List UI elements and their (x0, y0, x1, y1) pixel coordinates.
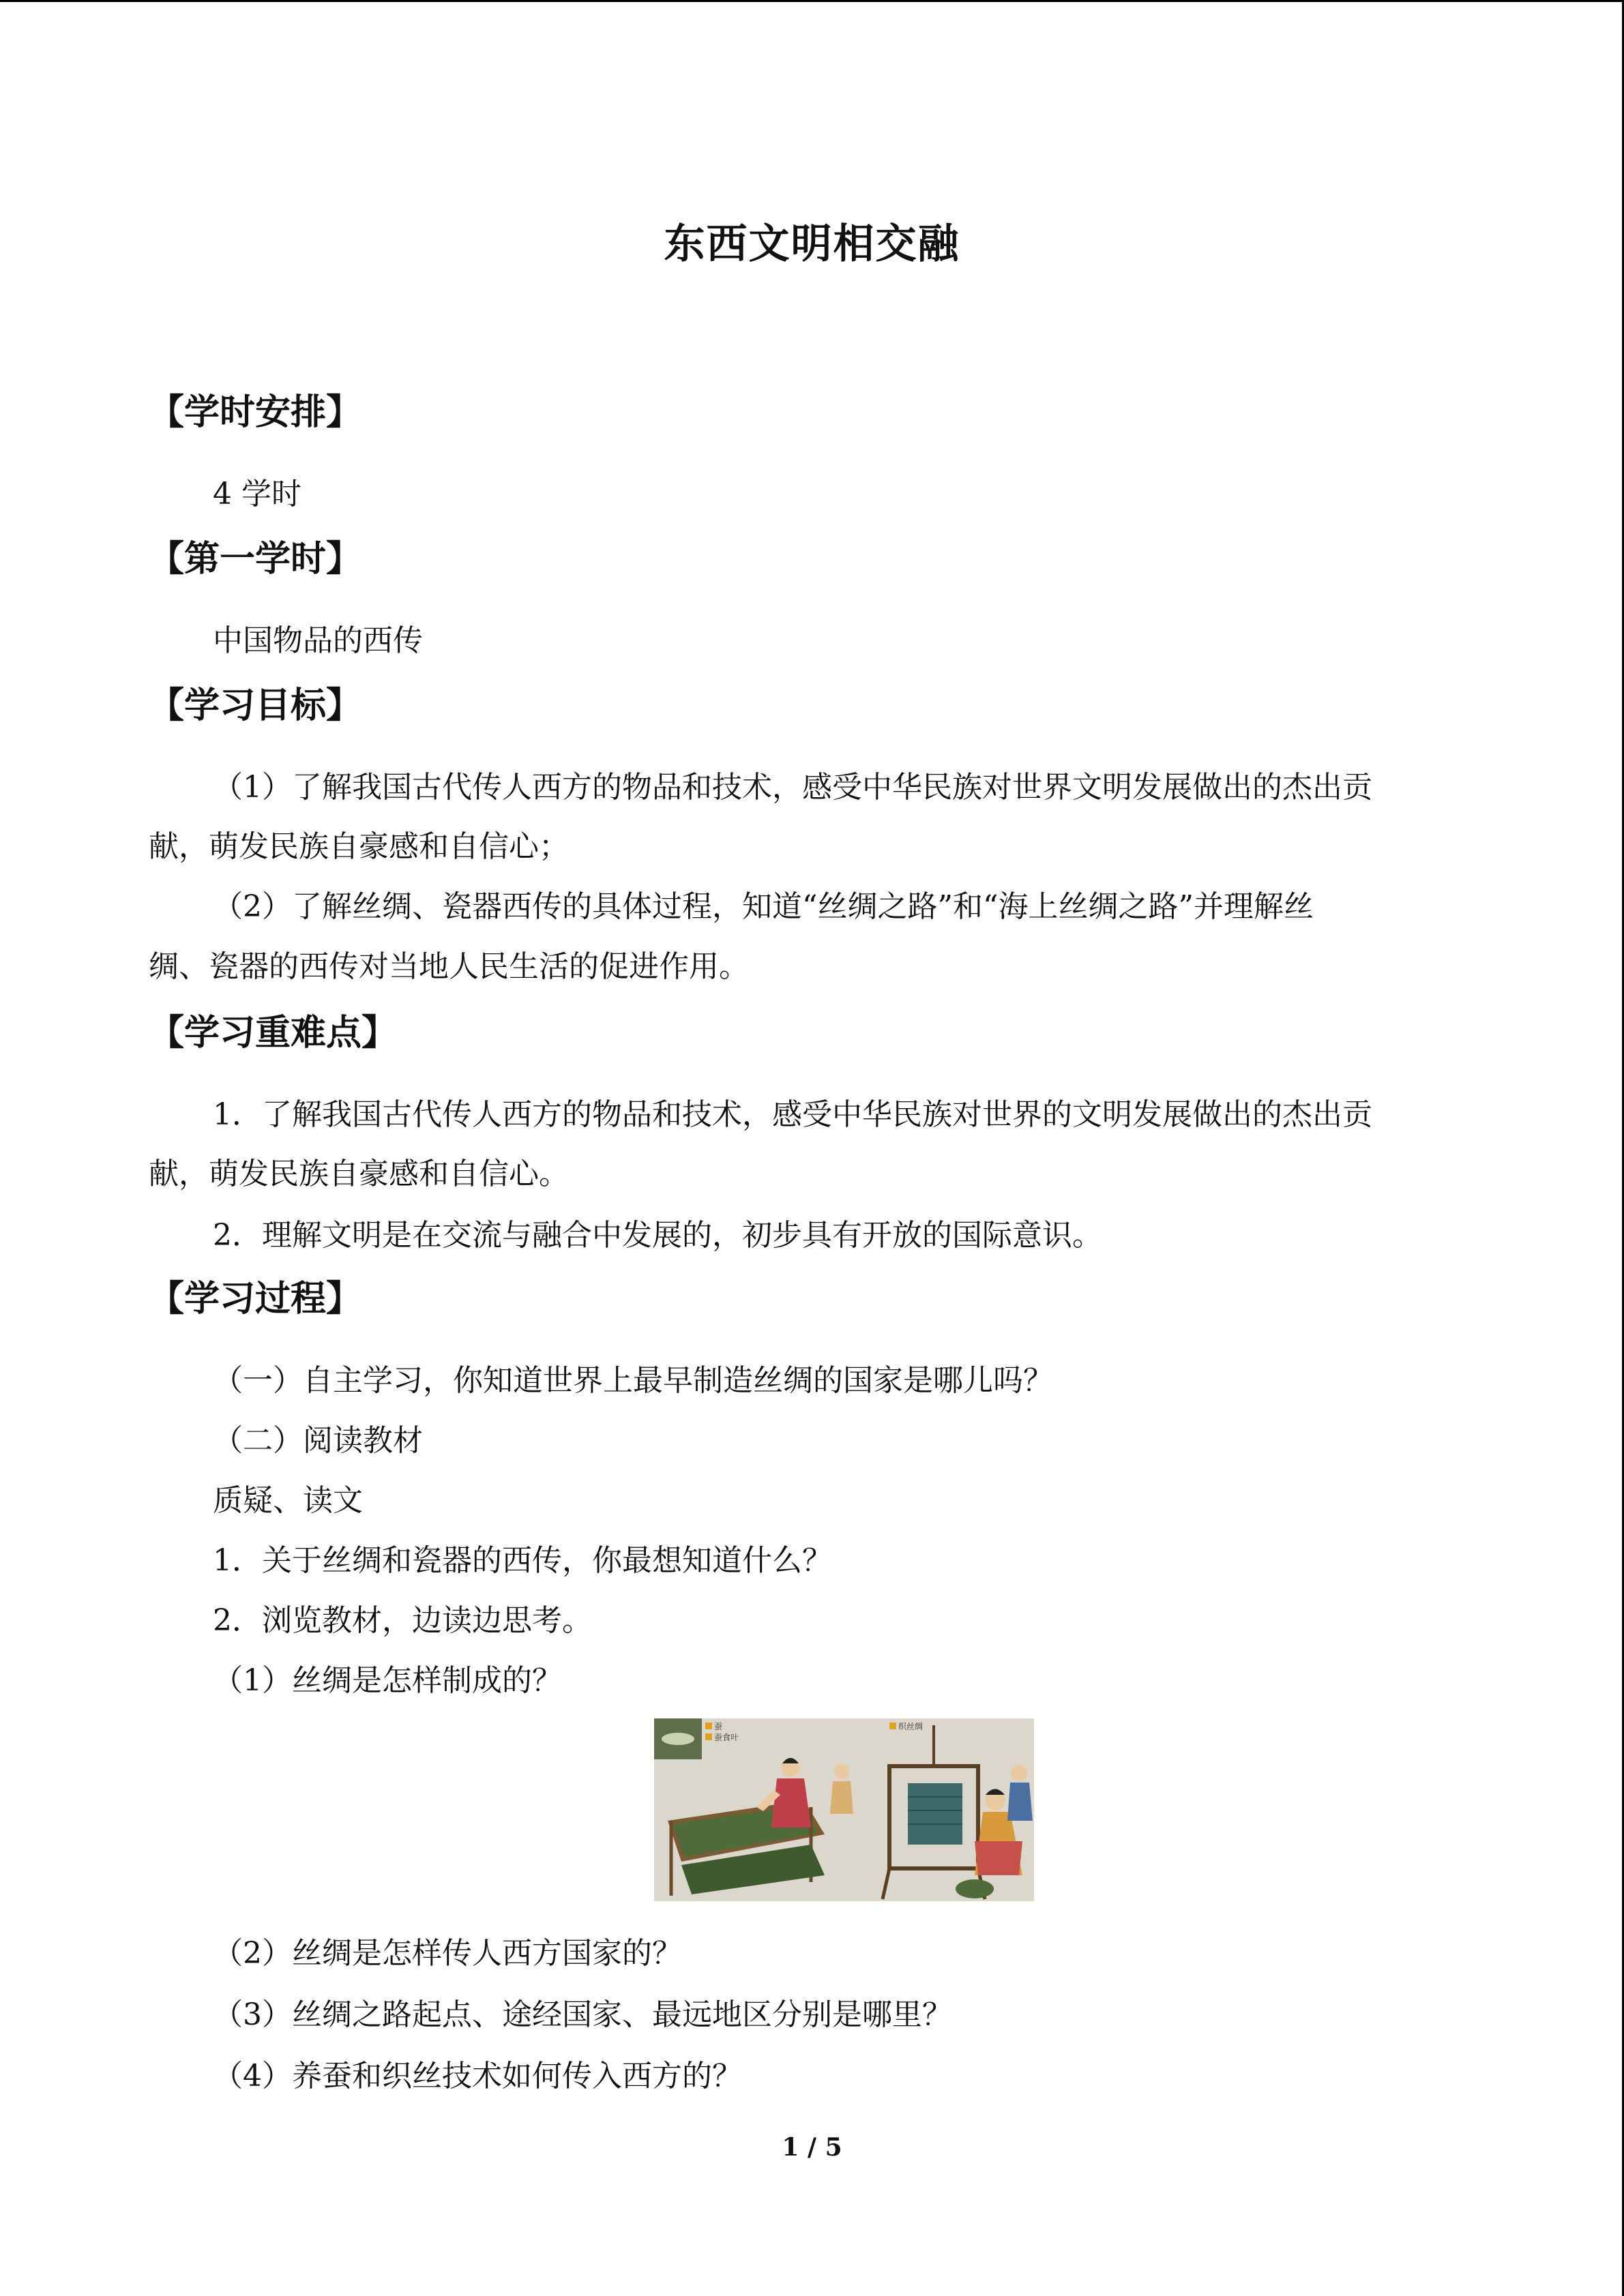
process-item-2: （二）阅读教材 (213, 1423, 423, 1458)
page-number: 1 / 5 (782, 2133, 842, 2162)
process-item-5: 2．浏览教材，边读边思考。 (213, 1603, 592, 1638)
heading-first-period: 【第一学时】 (149, 538, 362, 580)
objective-2-line2: 绸、瓷器的西传对当地人民生活的促进作用。 (149, 949, 749, 984)
label-marker-left-2 (705, 1733, 712, 1740)
second-worker-dress (830, 1781, 853, 1814)
key-point-2: 2．理解文明是在交流与融合中发展的，初步具有开放的国际意识。 (213, 1218, 1102, 1253)
label-right: 织丝绸 (898, 1722, 924, 1731)
label-left-1: 蚕 (714, 1722, 723, 1731)
process-item-1: （一）自主学习，你知道世界上最早制造丝绸的国家是哪儿吗？ (213, 1363, 1053, 1398)
silk-making-illustration-svg (654, 1718, 1034, 1901)
heading-schedule: 【学时安排】 (149, 391, 362, 433)
schedule-text: 4 学时 (213, 477, 301, 511)
first-period-text: 中国物品的西传 (213, 623, 423, 658)
process-item-6: （1）丝绸是怎样制成的？ (213, 1663, 562, 1698)
process-item-7: （2）丝绸是怎样传人西方国家的？ (213, 1936, 682, 1971)
worker-dress (771, 1778, 811, 1828)
helper-head (1011, 1765, 1027, 1781)
loom-cloth (908, 1783, 962, 1845)
key-point-1-line2: 献，萌发民族自豪感和自信心。 (149, 1157, 569, 1191)
label-left-2: 蚕食叶 (714, 1733, 739, 1742)
second-worker-head (834, 1764, 849, 1779)
process-item-9: （4）养蚕和织丝技术如何传入西方的？ (213, 2059, 742, 2093)
basket (956, 1879, 994, 1898)
label-marker-left-1 (705, 1723, 712, 1729)
silkworm-shape (662, 1733, 694, 1745)
page-title: 东西文明相交融 (664, 220, 960, 268)
label-marker-right (889, 1723, 896, 1729)
process-item-4: 1．关于丝绸和瓷器的西传，你最想知道什么？ (213, 1543, 832, 1578)
objective-1-line1: （1）了解我国古代传人西方的物品和技术，感受中华民族对世界文明发展做出的杰出贡 (213, 770, 1372, 805)
heading-key-points: 【学习重难点】 (149, 1012, 398, 1054)
page-border-top (0, 0, 1624, 2)
objective-2-line1: （2）了解丝绸、瓷器西传的具体过程，知道“丝绸之路”和“海上丝绸之路”并理解丝 (213, 889, 1314, 924)
silk-making-illustration (654, 1718, 1034, 1901)
heading-objectives: 【学习目标】 (149, 685, 362, 726)
key-point-1-line1: 1．了解我国古代传人西方的物品和技术，感受中华民族对世界的文明发展做出的杰出贡 (213, 1097, 1372, 1132)
process-item-3: 质疑、读文 (213, 1483, 363, 1518)
objective-1-line2: 献，萌发民族自豪感和自信心； (149, 829, 569, 864)
helper-dress (1007, 1783, 1033, 1821)
process-item-8: （3）丝绸之路起点、途经国家、最远地区分别是哪里？ (213, 1997, 952, 2032)
heading-process: 【学习过程】 (149, 1278, 362, 1320)
weaver-skirt (975, 1841, 1022, 1875)
